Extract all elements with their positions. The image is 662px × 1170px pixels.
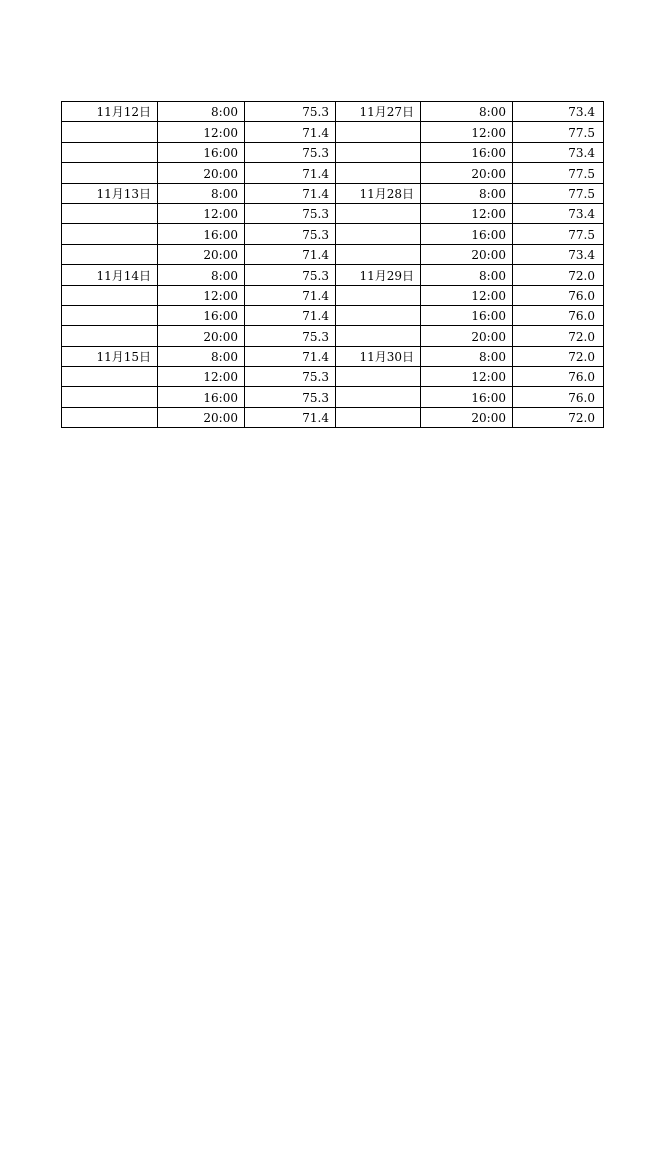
date-cell <box>62 387 158 407</box>
date-cell <box>62 163 158 183</box>
value-cell: 71.4 <box>245 183 336 203</box>
time-cell: 20:00 <box>421 244 513 264</box>
date-cell: 11月27日 <box>336 102 421 122</box>
value-cell: 75.3 <box>245 387 336 407</box>
value-cell: 71.4 <box>245 285 336 305</box>
time-cell: 8:00 <box>421 265 513 285</box>
value-cell: 75.3 <box>245 224 336 244</box>
value-cell: 75.3 <box>245 102 336 122</box>
value-cell: 73.4 <box>513 203 604 223</box>
value-cell: 72.0 <box>513 346 604 366</box>
time-cell: 8:00 <box>158 265 245 285</box>
date-cell: 11月30日 <box>336 346 421 366</box>
date-cell <box>62 285 158 305</box>
date-cell <box>62 224 158 244</box>
date-cell: 11月13日 <box>62 183 158 203</box>
time-cell: 16:00 <box>421 387 513 407</box>
date-cell <box>336 203 421 223</box>
time-cell: 16:00 <box>158 224 245 244</box>
time-cell: 8:00 <box>158 102 245 122</box>
table-row <box>62 407 604 427</box>
date-cell: 11月15日 <box>62 346 158 366</box>
table-row <box>62 326 604 346</box>
value-cell: 72.0 <box>513 265 604 285</box>
value-cell: 72.0 <box>513 326 604 346</box>
date-cell <box>336 122 421 142</box>
table-row <box>62 265 604 285</box>
date-cell <box>62 142 158 162</box>
date-cell <box>336 367 421 387</box>
table-row <box>62 122 604 142</box>
date-cell: 11月29日 <box>336 265 421 285</box>
value-cell: 76.0 <box>513 305 604 325</box>
time-cell: 8:00 <box>421 183 513 203</box>
time-cell: 8:00 <box>421 102 513 122</box>
value-cell: 71.4 <box>245 407 336 427</box>
date-cell <box>62 122 158 142</box>
date-cell <box>336 163 421 183</box>
date-cell <box>62 244 158 264</box>
time-cell: 16:00 <box>421 142 513 162</box>
time-cell: 16:00 <box>158 305 245 325</box>
table-row <box>62 203 604 223</box>
table-row <box>62 305 604 325</box>
time-cell: 20:00 <box>158 326 245 346</box>
value-cell: 72.0 <box>513 407 604 427</box>
value-cell: 73.4 <box>513 244 604 264</box>
value-cell: 77.5 <box>513 163 604 183</box>
date-cell <box>62 203 158 223</box>
value-cell: 73.4 <box>513 102 604 122</box>
time-cell: 12:00 <box>158 367 245 387</box>
date-cell <box>336 285 421 305</box>
table-row <box>62 346 604 366</box>
date-cell <box>336 407 421 427</box>
value-cell: 75.3 <box>245 326 336 346</box>
time-cell: 12:00 <box>421 367 513 387</box>
time-cell: 12:00 <box>158 285 245 305</box>
value-cell: 71.4 <box>245 163 336 183</box>
value-cell: 73.4 <box>513 142 604 162</box>
table-row <box>62 367 604 387</box>
date-cell <box>62 326 158 346</box>
value-cell: 71.4 <box>245 244 336 264</box>
value-cell: 75.3 <box>245 367 336 387</box>
date-cell <box>336 224 421 244</box>
time-cell: 20:00 <box>421 163 513 183</box>
date-cell <box>62 367 158 387</box>
value-cell: 76.0 <box>513 387 604 407</box>
table-row <box>62 142 604 162</box>
time-cell: 20:00 <box>421 326 513 346</box>
date-cell <box>62 407 158 427</box>
time-cell: 16:00 <box>421 305 513 325</box>
time-cell: 12:00 <box>421 285 513 305</box>
value-cell: 76.0 <box>513 367 604 387</box>
time-cell: 16:00 <box>158 142 245 162</box>
data-table <box>61 101 604 428</box>
time-cell: 16:00 <box>421 224 513 244</box>
date-cell: 11月28日 <box>336 183 421 203</box>
value-cell: 75.3 <box>245 265 336 285</box>
date-cell <box>62 305 158 325</box>
value-cell: 75.3 <box>245 142 336 162</box>
table-row <box>62 163 604 183</box>
value-cell: 71.4 <box>245 346 336 366</box>
time-cell: 20:00 <box>421 407 513 427</box>
date-cell: 11月14日 <box>62 265 158 285</box>
value-cell: 77.5 <box>513 122 604 142</box>
table-row <box>62 285 604 305</box>
value-cell: 75.3 <box>245 203 336 223</box>
time-cell: 8:00 <box>158 183 245 203</box>
date-cell <box>336 387 421 407</box>
time-cell: 12:00 <box>421 122 513 142</box>
value-cell: 77.5 <box>513 183 604 203</box>
table-row <box>62 244 604 264</box>
value-cell: 71.4 <box>245 122 336 142</box>
time-cell: 12:00 <box>421 203 513 223</box>
time-cell: 20:00 <box>158 244 245 264</box>
value-cell: 77.5 <box>513 224 604 244</box>
value-cell: 76.0 <box>513 285 604 305</box>
table-row <box>62 102 604 122</box>
date-cell <box>336 244 421 264</box>
time-cell: 16:00 <box>158 387 245 407</box>
time-cell: 20:00 <box>158 407 245 427</box>
date-cell <box>336 326 421 346</box>
time-cell: 12:00 <box>158 203 245 223</box>
time-cell: 8:00 <box>158 346 245 366</box>
time-cell: 20:00 <box>158 163 245 183</box>
table-body <box>62 102 604 428</box>
table-row <box>62 183 604 203</box>
date-cell: 11月12日 <box>62 102 158 122</box>
table-row <box>62 387 604 407</box>
value-cell: 71.4 <box>245 305 336 325</box>
table-row <box>62 224 604 244</box>
time-cell: 8:00 <box>421 346 513 366</box>
time-cell: 12:00 <box>158 122 245 142</box>
date-cell <box>336 305 421 325</box>
date-cell <box>336 142 421 162</box>
